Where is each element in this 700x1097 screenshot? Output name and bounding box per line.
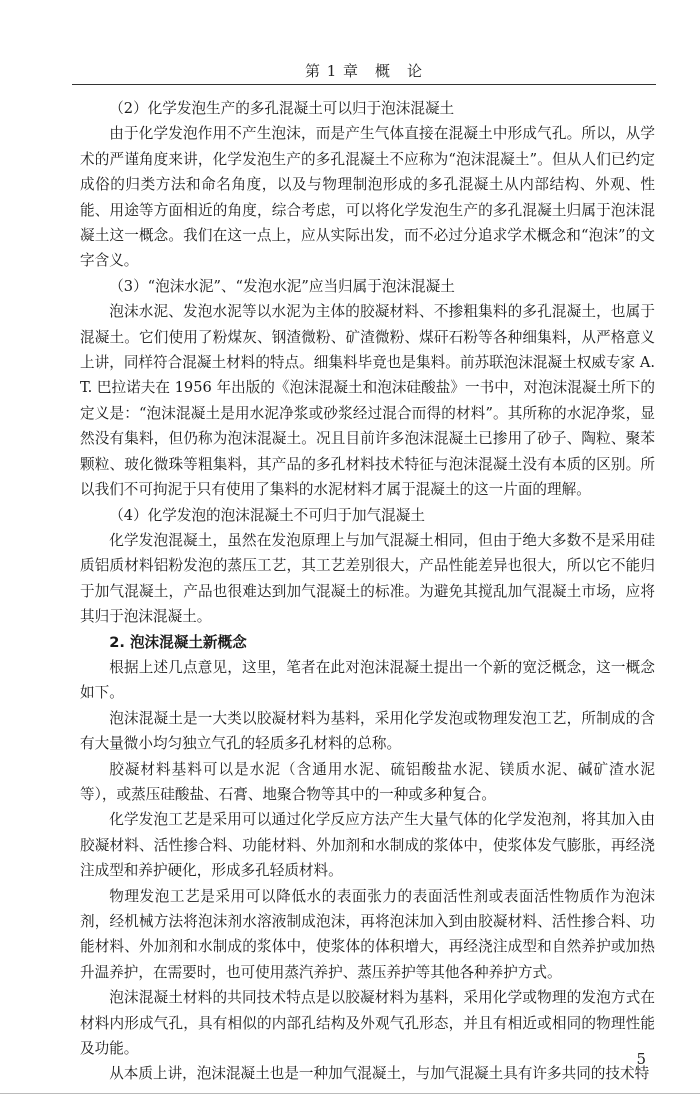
subheading-3: （3）“泡沫水泥”、“发泡水泥”应当归属于泡沫混凝土 <box>109 277 455 295</box>
paragraph: 泡沫混凝土材料的共同技术特点是以胶凝材料为基料，采用化学或物理的发泡方式在材料内形成气孔，具有相似的内部孔结构及外观气孔形态，并且有相近或相同的物理性能及功能。 <box>80 989 655 1058</box>
section-heading: 2. 泡沫混凝土新概念 <box>109 633 247 651</box>
paragraph: 化学发泡混凝土，虽然在发泡原理上与加气混凝土相同，但由于绝大多数不是采用硅质铝质材料铝粉发泡的蒸压工艺，其工艺差别很大，产品性能差异也很大，所以它不能归于加气混凝土，产品也很难达到加气混凝土的标准。为避免其搅乱加气混凝土市场，应将其归于泡沫混凝土。 <box>80 531 655 626</box>
paragraph: 根据上述几点意见，这里，笔者在此对泡沫混凝土提出一个新的宽泛概念，这一概念如下。 <box>80 658 655 702</box>
header-rule <box>72 84 656 85</box>
paragraph: 泡沫水泥、发泡水泥等以水泥为主体的胶凝材料、不掺粗集料的多孔混凝土，也属于混凝土。它们使用了粉煤灰、钢渣微粉、矿渣微粉、煤矸石粉等各种细集料，从严格意义上讲，同样符合混凝土材料的特点。细集料毕竟也是集料。前苏联泡沫混凝土权威专家 A. T. 巴拉诺夫在 1956 年出版的《泡沫混凝土和泡沫硅酸盐》一书中，对泡沫混凝土所下的定义是：“泡沫混凝土是用水泥净浆或砂浆经过混合而得的材料”。其所称的水泥净浆，显然没有集料，但仍称为泡沫混凝土。况且目前许多泡沫混凝土已掺用了砂子、陶粒、聚苯颗粒、玻化微珠等粗集料，其产品的多孔材料技术特征与泡沫混凝土没有本质的区别。所以我们不可拘泥于只有使用了集料的水泥材料才属于混凝土的这一片面的理解。 <box>80 303 655 499</box>
paragraph: 化学发泡工艺是采用可以通过化学反应方法产生大量气体的化学发泡剂，将其加入由胶凝材料、活性掺合料、功能材料、外加剂和水制成的浆体中，使浆体发气膨胀，再经浇注成型和养护硬化，形成多孔轻质材料。 <box>80 811 655 880</box>
paragraph: 胶凝材料基料可以是水泥（含通用水泥、硫铝酸盐水泥、镁质水泥、碱矿渣水泥等），或蒸压硅酸盐、石膏、地聚合物等其中的一种或多种复合。 <box>80 760 655 803</box>
subheading-2: （2）化学发泡生产的多孔混凝土可以归于泡沫混凝土 <box>109 100 455 117</box>
subheading-4: （4）化学发泡的泡沫混凝土不可归于加气混凝土 <box>109 506 425 524</box>
paragraph: 物理发泡工艺是采用可以降低水的表面张力的表面活性剂或表面活性物质作为泡沫剂，经机械方法将泡沫剂水溶液制成泡沫，再将泡沫加入到由胶凝材料、活性掺合料、功能材料、外加剂和水制成的浆体中，使浆体的体积增大，再经浇注成型和自然养护或加热升温养护，在需要时，也可使用蒸汽养护、蒸压养护等其他各种养护方式。 <box>80 887 655 981</box>
page-number: 5 <box>636 1050 646 1068</box>
paragraph: 泡沫混凝土是一大类以胶凝材料为基料，采用化学发泡或物理发泡工艺，所制成的含有大量微小均匀独立气孔的轻质多孔材料的总称。 <box>80 709 655 753</box>
paragraph: 从本质上讲，泡沫混凝土也是一种加气混凝土，与加气混凝土具有许多共同的技术特 <box>109 1065 650 1083</box>
body-text <box>80 96 655 1087</box>
page-edge-rule <box>0 1093 700 1094</box>
paragraph: 由于化学发泡作用不产生泡沫，而是产生气体直接在混凝土中形成气孔。所以，从学术的严谨角度来讲，化学发泡生产的多孔混凝土不应称为“泡沫混凝土”。但从人们已约定成俗的归类方法和命名角度，以及与物理制泡形成的多孔混凝土从内部结构、外观、性能、用途等方面相近的角度，综合考虑，可以将化学发泡生产的多孔混凝土归属于泡沫混凝土这一概念。我们在这一点上，应从实际出发，而不必过分追求学术概念和“泡沫”的文字含义。 <box>80 125 655 270</box>
running-head: 第 1 章 概 论 <box>304 62 424 80</box>
